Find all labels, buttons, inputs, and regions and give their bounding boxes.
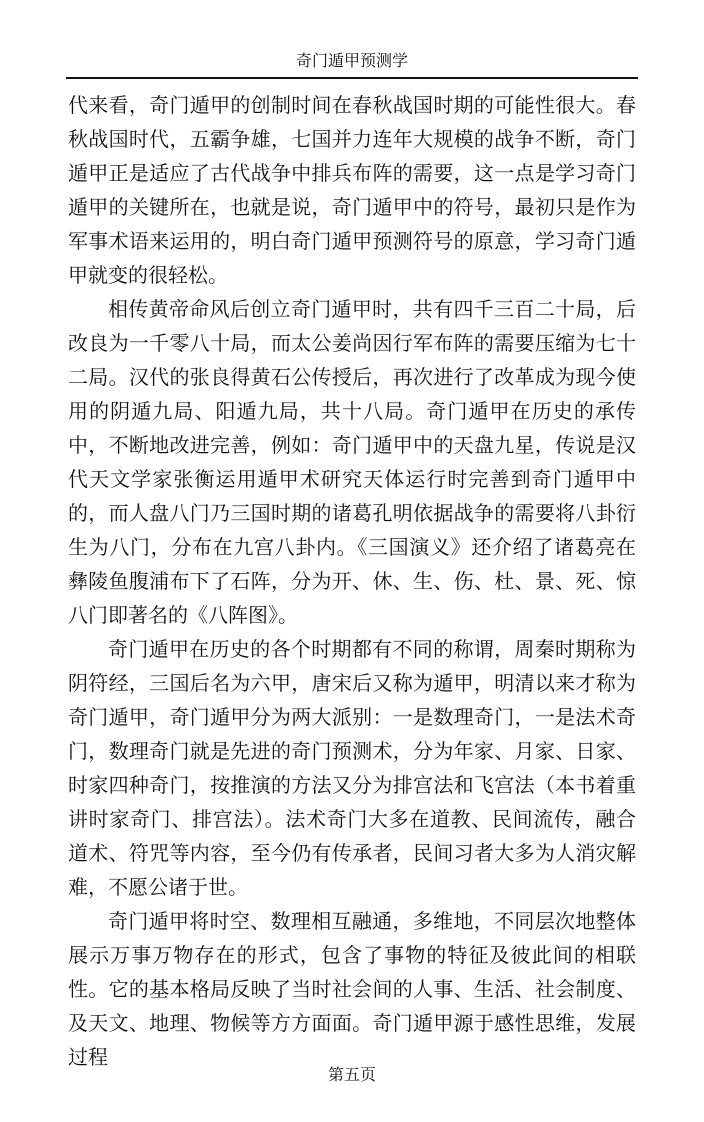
paragraph: 奇门遁甲在历史的各个时期都有不同的称谓，周秦时期称为阴符经，三国后名为六甲，唐宋后又称为遁甲，明清以来才称为奇门遁甲，奇门遁甲分为两大派别：一是数理奇门，一是法术奇门，数理奇门就是先进的奇门预测术，分为年家、月家、日家、时家四种奇门，按推演的方法又分为排宫法和飞宫法（本书着重讲时家奇门、排宫法）。法术奇门大多在道教、民间流传，融合道术、符咒等内容，至今仍有传承者，民间习者大多为人消灾解难，不愿公诸于世。: [68, 637, 636, 899]
paragraph: 相传黄帝命风后创立奇门遁甲时，共有四千三百二十局，后改良为一千零八十局，而太公姜尚因行军布阵的需要压缩为七十二局。汉代的张良得黄石公传授后，再次进行了改革成为现今使用的阴遁九局、阳遁九局，共十八局。奇门遁甲在历史的承传中，不断地改进完善，例如：奇门遁甲中的天盘九星，传说是汉代天文学家张衡运用遁甲术研究天体运行时完善到奇门遁甲中的，而人盘八门乃三国时期的诸葛孔明依据战争的需要将八卦衍生为八门，分布在九宫八卦内。《三国演义》还介绍了诸葛亮在彝陵鱼腹浦布下了石阵，分为开、休、生、伤、杜、景、死、惊八门即著名的《八阵图》。: [68, 297, 636, 627]
running-header: 奇门遁甲预测学: [295, 51, 408, 70]
paragraph: 代来看，奇门遁甲的创制时间在春秋战国时期的可能性很大。春秋战国时代，五霸争雄，七国并力连年大规模的战争不断，奇门遁甲正是适应了古代战争中排兵布阵的需要，这一点是学习奇门遁甲的关键所在，也就是说，奇门遁甲中的符号，最初只是作为军事术语来运用的，明白奇门遁甲预测符号的原意，学习奇门遁甲就变的很轻松。: [68, 93, 636, 287]
header-rule: [66, 77, 638, 79]
page-number: 第五页: [327, 1065, 376, 1084]
body-text: [68, 88, 636, 1074]
paragraph: 奇门遁甲将时空、数理相互融通，多维地，不同层次地整体展示万事万物存在的形式，包含了事物的特征及彼此间的相联性。它的基本格局反映了当时社会间的人事、生活、社会制度、及天文、地理、物候等方方面面。奇门遁甲源于感性思维，发展过程: [68, 909, 636, 1069]
